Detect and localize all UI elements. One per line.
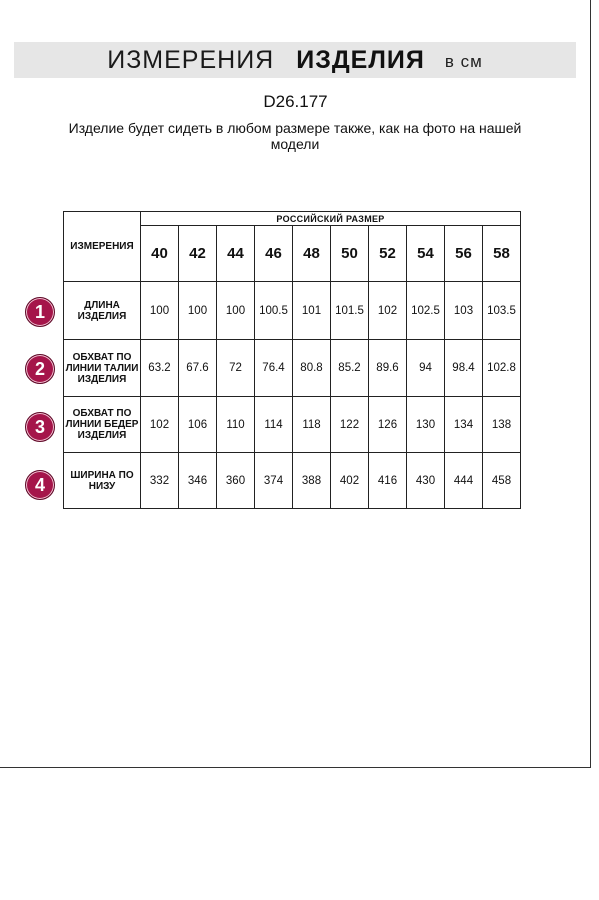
title-banner xyxy=(14,42,576,78)
row-label: ОБХВАТ ПО ЛИНИИ ТАЛИИ ИЗДЕЛИЯ xyxy=(64,340,141,397)
value-cell: 126 xyxy=(369,397,407,453)
value-cell: 63.2 xyxy=(141,340,179,397)
size-header: 40 xyxy=(141,226,179,282)
value-cell: 101 xyxy=(293,282,331,340)
value-cell: 100 xyxy=(141,282,179,340)
value-cell: 103 xyxy=(445,282,483,340)
value-cell: 103.5 xyxy=(483,282,521,340)
value-cell: 458 xyxy=(483,453,521,509)
value-cell: 100 xyxy=(217,282,255,340)
size-header: 44 xyxy=(217,226,255,282)
value-cell: 430 xyxy=(407,453,445,509)
value-cell: 76.4 xyxy=(255,340,293,397)
value-cell: 138 xyxy=(483,397,521,453)
value-cell: 130 xyxy=(407,397,445,453)
value-cell: 110 xyxy=(217,397,255,453)
size-header: 50 xyxy=(331,226,369,282)
value-cell: 402 xyxy=(331,453,369,509)
row-label: ДЛИНА ИЗДЕЛИЯ xyxy=(64,282,141,340)
value-cell: 360 xyxy=(217,453,255,509)
article-code: D26.177 xyxy=(263,92,328,111)
size-header: 56 xyxy=(445,226,483,282)
number-badge-2: 2 xyxy=(25,354,55,384)
title-part-1: ИЗМЕРЕНИЯ xyxy=(107,45,275,74)
size-header: 58 xyxy=(483,226,521,282)
value-cell: 100 xyxy=(179,282,217,340)
value-cell: 100.5 xyxy=(255,282,293,340)
row-label: ОБХВАТ ПО ЛИНИИ БЕДЕР ИЗДЕЛИЯ xyxy=(64,397,141,453)
value-cell: 102.8 xyxy=(483,340,521,397)
size-table xyxy=(63,211,521,509)
size-header: 52 xyxy=(369,226,407,282)
number-badge-4: 4 xyxy=(25,470,55,500)
size-header: 54 xyxy=(407,226,445,282)
value-cell: 85.2 xyxy=(331,340,369,397)
table-row xyxy=(64,453,521,509)
value-cell: 102 xyxy=(141,397,179,453)
value-cell: 114 xyxy=(255,397,293,453)
row-label: ШИРИНА ПО НИЗУ xyxy=(64,453,141,509)
value-cell: 416 xyxy=(369,453,407,509)
value-cell: 122 xyxy=(331,397,369,453)
value-cell: 67.6 xyxy=(179,340,217,397)
value-cell: 72 xyxy=(217,340,255,397)
size-header: 48 xyxy=(293,226,331,282)
table-row xyxy=(64,340,521,397)
table-row xyxy=(64,282,521,340)
size-group-header: РОССИЙСКИЙ РАЗМЕР xyxy=(141,212,521,226)
title-part-2: ИЗДЕЛИЯ xyxy=(296,45,425,74)
value-cell: 102 xyxy=(369,282,407,340)
value-cell: 134 xyxy=(445,397,483,453)
value-cell: 101.5 xyxy=(331,282,369,340)
size-header: 42 xyxy=(179,226,217,282)
size-header: 46 xyxy=(255,226,293,282)
number-badge-1: 1 xyxy=(25,297,55,327)
value-cell: 374 xyxy=(255,453,293,509)
table-row xyxy=(64,397,521,453)
value-cell: 118 xyxy=(293,397,331,453)
number-badge-3: 3 xyxy=(25,412,55,442)
value-cell: 444 xyxy=(445,453,483,509)
value-cell: 102.5 xyxy=(407,282,445,340)
value-cell: 106 xyxy=(179,397,217,453)
corner-label: ИЗМЕРЕНИЯ xyxy=(64,212,141,282)
value-cell: 94 xyxy=(407,340,445,397)
value-cell: 388 xyxy=(293,453,331,509)
value-cell: 98.4 xyxy=(445,340,483,397)
fit-note: Изделие будет сидеть в любом размере также, как на фото на нашей модели xyxy=(68,120,522,152)
value-cell: 80.8 xyxy=(293,340,331,397)
title-units: в см xyxy=(444,52,483,71)
value-cell: 346 xyxy=(179,453,217,509)
value-cell: 89.6 xyxy=(369,340,407,397)
value-cell: 332 xyxy=(141,453,179,509)
